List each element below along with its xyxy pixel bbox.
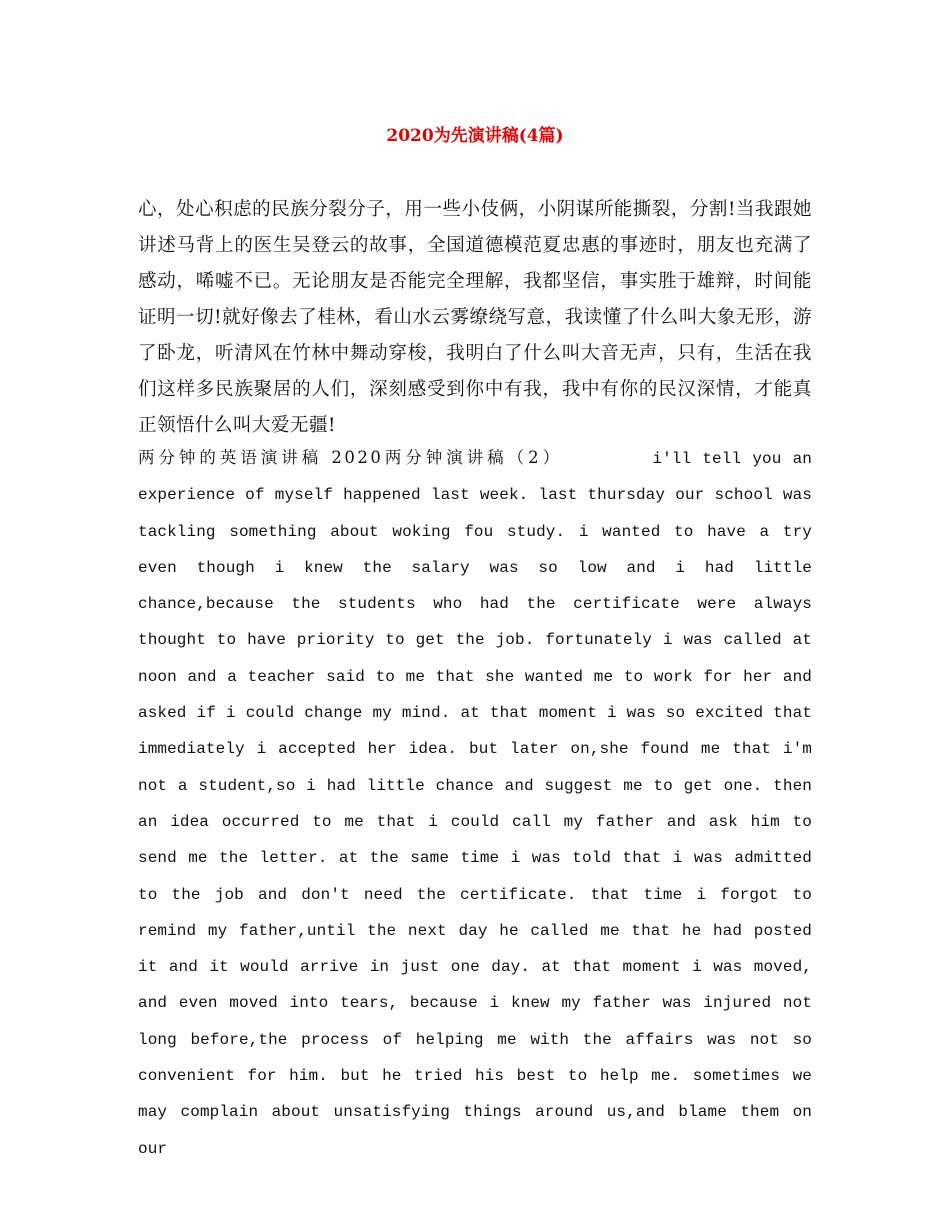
document-title: 2020为先演讲稿(4篇) <box>386 126 564 146</box>
paragraph-english-speech <box>138 440 812 1167</box>
paragraph-chinese: 心，处心积虑的民族分裂分子，用一些小伎俩，小阴谋所能撕裂，分割!当我跟她讲述马背上的医生吴登云的故事，全国道德模范夏忠惠的事迹时，朋友也充满了感动，唏嘘不已。无论朋友是否能完全理解，我都坚信，事实胜于雄辩，时间能证明一切!就好像去了桂林，看山水云雾缭绕写意，我读懂了什么叫大象无形，游了卧龙，听清风在竹林中舞动穿梭，我明白了什么叫大音无声，只有，生活在我们这样多民族聚居的人们，深刻感受到你中有我，我中有你的民汉深情，才能真正领悟什么叫大爱无疆! <box>138 199 813 436</box>
speech-heading-inline: 两分钟的英语演讲稿 2020两分钟演讲稿（2） <box>138 448 564 467</box>
speech-body-text: i'll tell you an experience of myself happened last week. last thursday our school was tackling something about woking fou study. i wanted to have a try even though i knew the salary was so low and i had little chance,because the students who had the certificate were always thought to have priority to get the job. fortunately i was called at noon and a teacher said to me that she wanted me to work for her and asked if i could change my mind. at that moment i was so excited that immediately i accepted her idea. but later on,she found me that i'm not a student,so i had little chance and suggest me to get one. then an idea occurred to me that i could call my father and ask him to send me the letter. at the same time i was told that i was admitted to the job and don't need the certificate. that time i forgot to remind my father,until the next day he called me that he had posted it and it would arrive in just one day. at that moment i was moved, and even moved into tears, because i knew my father was injured not long before,the process of helping me with the affairs was not so convenient for him. but he tried his best to help me. sometimes we may complain about unsatisfying things around us,and blame them on our <box>138 450 812 1158</box>
